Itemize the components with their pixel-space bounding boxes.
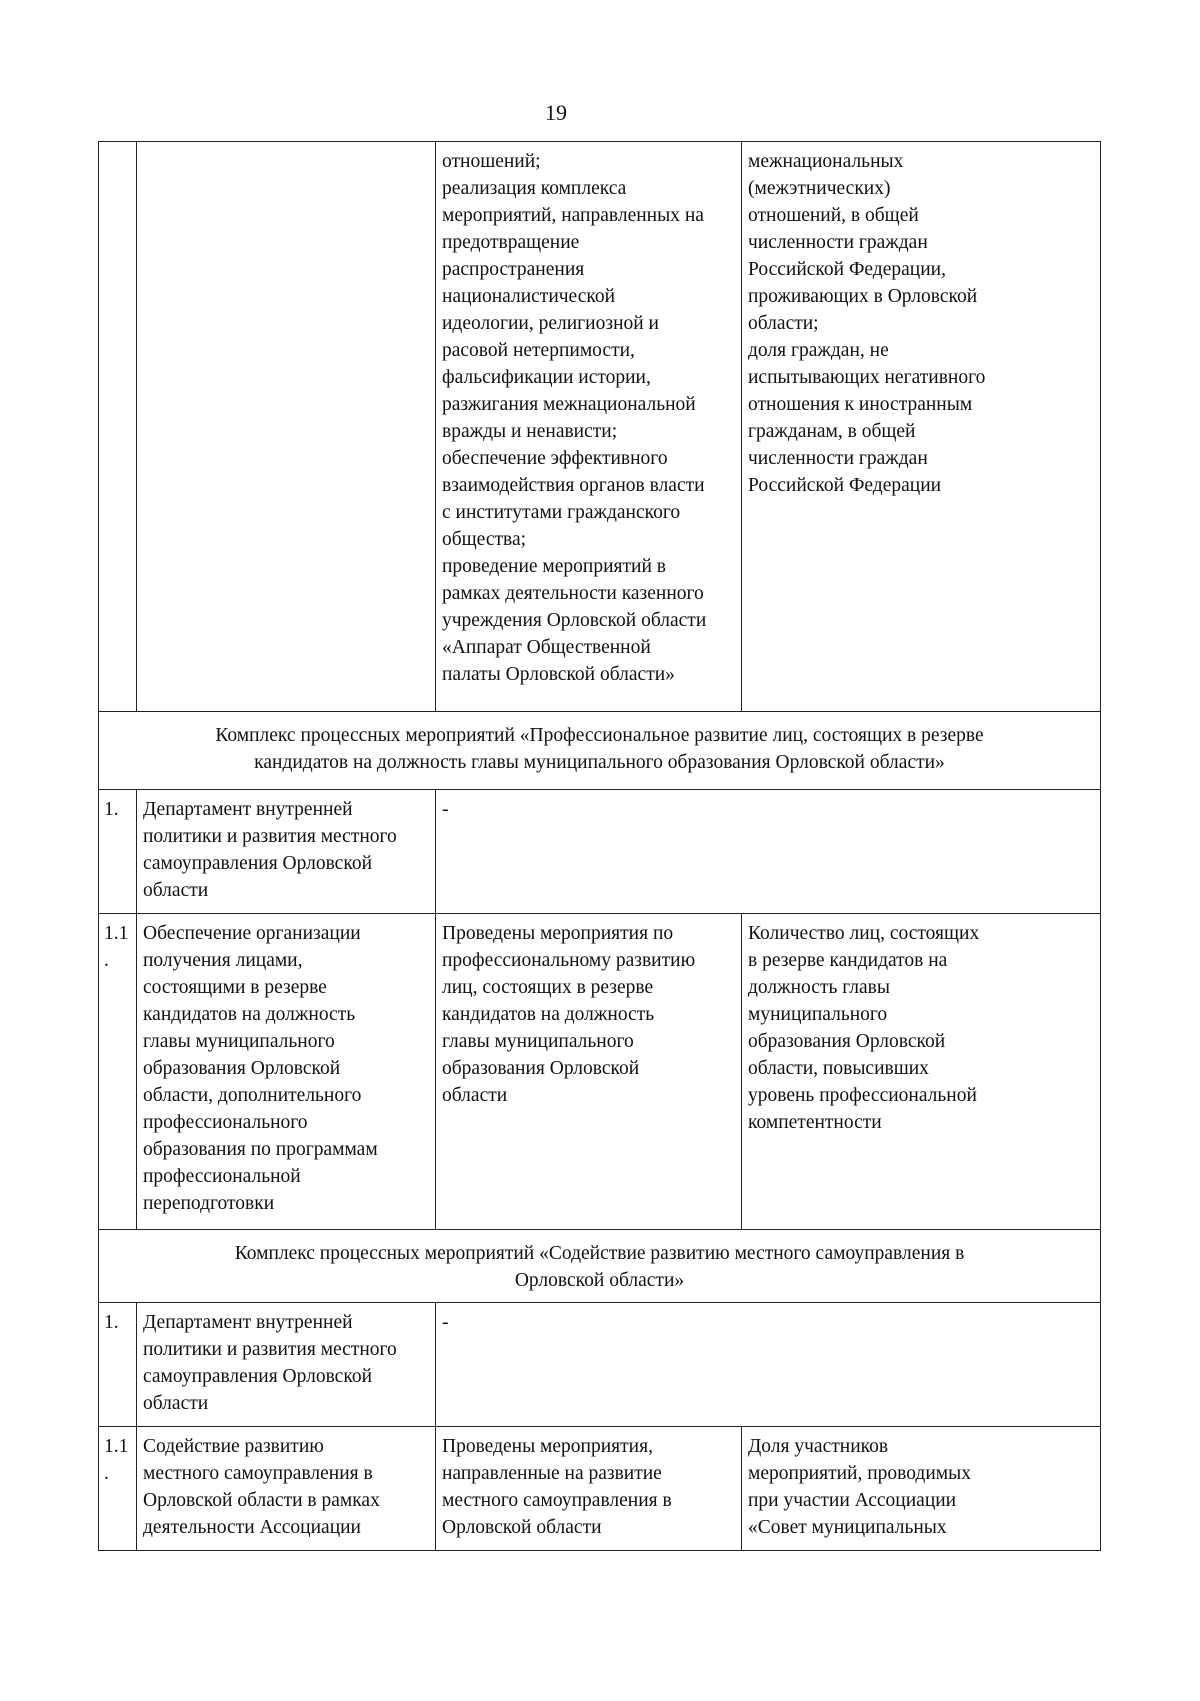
text-line: области, повысивших — [748, 1058, 929, 1079]
text-line: образования Орловской — [442, 1058, 640, 1079]
text-line: палаты Орловской области» — [442, 664, 675, 685]
text-line: (межэтнических) — [748, 178, 891, 199]
text-line: проведение мероприятий в — [442, 556, 666, 577]
text-line: отношения к иностранным — [748, 394, 973, 415]
measures-table — [98, 141, 1101, 1551]
table-row — [99, 790, 1101, 914]
row-number-cell: 1. — [99, 1303, 137, 1427]
row-number-cell — [99, 142, 137, 712]
text-line: Департамент внутренней — [143, 799, 353, 820]
text-line: кандидатов на должность главы муниципального образования Орловской области» — [254, 752, 945, 773]
text-line: главы муниципального — [442, 1031, 634, 1052]
text-line: области; — [748, 313, 819, 334]
text-line: Департамент внутренней — [143, 1312, 353, 1333]
text-line: идеологии, религиозной и — [442, 313, 659, 334]
section-title — [99, 712, 1101, 790]
text-line: в резерве кандидатов на — [748, 950, 948, 971]
text-line: области — [143, 1393, 209, 1414]
text-line: распространения — [442, 259, 585, 280]
text-line: взаимодействия органов власти — [442, 475, 705, 496]
text-line: вражды и ненависти; — [442, 421, 618, 442]
text-line: состоящими в резерве — [143, 977, 327, 998]
table-row — [99, 1427, 1101, 1551]
text-line: самоуправления Орловской — [143, 1366, 373, 1387]
text-line: испытывающих негативного — [748, 367, 986, 388]
text-line: деятельности Ассоциации — [143, 1517, 361, 1538]
text-line: разжигания межнациональной — [442, 394, 696, 415]
text-line: . — [104, 1463, 109, 1484]
text-line: Комплекс процессных мероприятий «Содействие развитию местного самоуправления в — [234, 1243, 965, 1264]
text-line: переподготовки — [143, 1193, 275, 1214]
text-line: Комплекс процессных мероприятий «Профессиональное развитие лиц, состоящих в резерве — [215, 725, 984, 746]
text-line: области, дополнительного — [143, 1085, 362, 1106]
continuation-row — [99, 142, 1101, 712]
section-header-row — [99, 712, 1101, 790]
text-line: межнациональных — [748, 151, 904, 172]
text-line: 1.1 — [104, 1436, 129, 1457]
text-line: области — [143, 880, 209, 901]
text-line: гражданам, в общей — [748, 421, 916, 442]
text-line: профессиональной — [143, 1166, 301, 1187]
text-line: направленные на развитие — [442, 1463, 662, 1484]
text-line: местного самоуправления в — [143, 1463, 373, 1484]
text-line: области — [442, 1085, 508, 1106]
page-number: 19 — [545, 100, 567, 125]
text-line: численности граждан — [748, 448, 928, 469]
value-cell: - — [436, 790, 1101, 914]
text-line: главы муниципального — [143, 1031, 335, 1052]
text-line: отношений; — [442, 151, 541, 172]
text-line: политики и развития местного — [143, 1339, 397, 1360]
text-line: отношений, в общей — [748, 205, 919, 226]
text-line: проживающих в Орловской — [748, 286, 978, 307]
text-line: Орловской области в рамках — [143, 1490, 380, 1511]
text-line: рамках деятельности казенного — [442, 583, 704, 604]
text-line: Обеспечение организации — [143, 923, 361, 944]
name-cell — [137, 1303, 436, 1427]
text-line: мероприятий, проводимых — [748, 1463, 971, 1484]
text-line: должность главы — [748, 977, 890, 998]
name-cell — [137, 142, 436, 712]
text-line: Количество лиц, состоящих — [748, 923, 980, 944]
text-line: фальсификации истории, — [442, 367, 651, 388]
name-cell — [137, 790, 436, 914]
indicators-cell — [742, 914, 1101, 1230]
text-line: с институтами гражданского — [442, 502, 681, 523]
text-line: лиц, состоящих в резерве — [442, 977, 654, 998]
text-line: предотвращение — [442, 232, 580, 253]
text-line: 1.1 — [104, 923, 129, 944]
row-number-cell: 1. — [99, 790, 137, 914]
text-line: учреждения Орловской области — [442, 610, 707, 631]
text-line: мероприятий, направленных на — [442, 205, 704, 226]
text-line: Орловской области» — [514, 1270, 685, 1291]
text-line: компетентности — [748, 1112, 882, 1133]
row-number-cell — [99, 914, 137, 1230]
text-line: профессиональному развитию — [442, 950, 696, 971]
text-line: Проведены мероприятия, — [442, 1436, 653, 1457]
name-cell — [137, 914, 436, 1230]
indicators-cell — [742, 1427, 1101, 1551]
value-cell: - — [436, 1303, 1101, 1427]
results-cell — [436, 142, 742, 712]
text-line: обеспечение эффективного — [442, 448, 668, 469]
text-line: образования по программам — [143, 1139, 378, 1160]
indicators-cell — [742, 142, 1101, 712]
row-number-cell — [99, 1427, 137, 1551]
text-line: образования Орловской — [143, 1058, 341, 1079]
text-line: кандидатов на должность — [143, 1004, 356, 1025]
text-line: политики и развития местного — [143, 826, 397, 847]
text-line: «Совет муниципальных — [748, 1517, 947, 1538]
table-row — [99, 1303, 1101, 1427]
text-line: . — [104, 950, 109, 971]
text-line: муниципального — [748, 1004, 888, 1025]
text-line: местного самоуправления в — [442, 1490, 672, 1511]
text-line: самоуправления Орловской — [143, 853, 373, 874]
text-line: реализация комплекса — [442, 178, 627, 199]
text-line: Российской Федерации, — [748, 259, 946, 280]
text-line: Содействие развитию — [143, 1436, 324, 1457]
section-header-row — [99, 1230, 1101, 1303]
text-line: Проведены мероприятия по — [442, 923, 674, 944]
text-line: Доля участников — [748, 1436, 889, 1457]
text-line: националистической — [442, 286, 616, 307]
text-line: расовой нетерпимости, — [442, 340, 635, 361]
text-line: при участии Ассоциации — [748, 1490, 957, 1511]
text-line: «Аппарат Общественной — [442, 637, 651, 658]
text-line: доля граждан, не — [748, 340, 889, 361]
text-line: численности граждан — [748, 232, 928, 253]
text-line: Орловской области — [442, 1517, 602, 1538]
table-row — [99, 914, 1101, 1230]
results-cell — [436, 1427, 742, 1551]
results-cell — [436, 914, 742, 1230]
name-cell — [137, 1427, 436, 1551]
text-line: кандидатов на должность — [442, 1004, 655, 1025]
section-title — [99, 1230, 1101, 1303]
text-line: уровень профессиональной — [748, 1085, 977, 1106]
text-line: общества; — [442, 529, 527, 550]
text-line: получения лицами, — [143, 950, 303, 971]
text-line: профессионального — [143, 1112, 308, 1133]
text-line: Российской Федерации — [748, 475, 942, 496]
text-line: образования Орловской — [748, 1031, 946, 1052]
